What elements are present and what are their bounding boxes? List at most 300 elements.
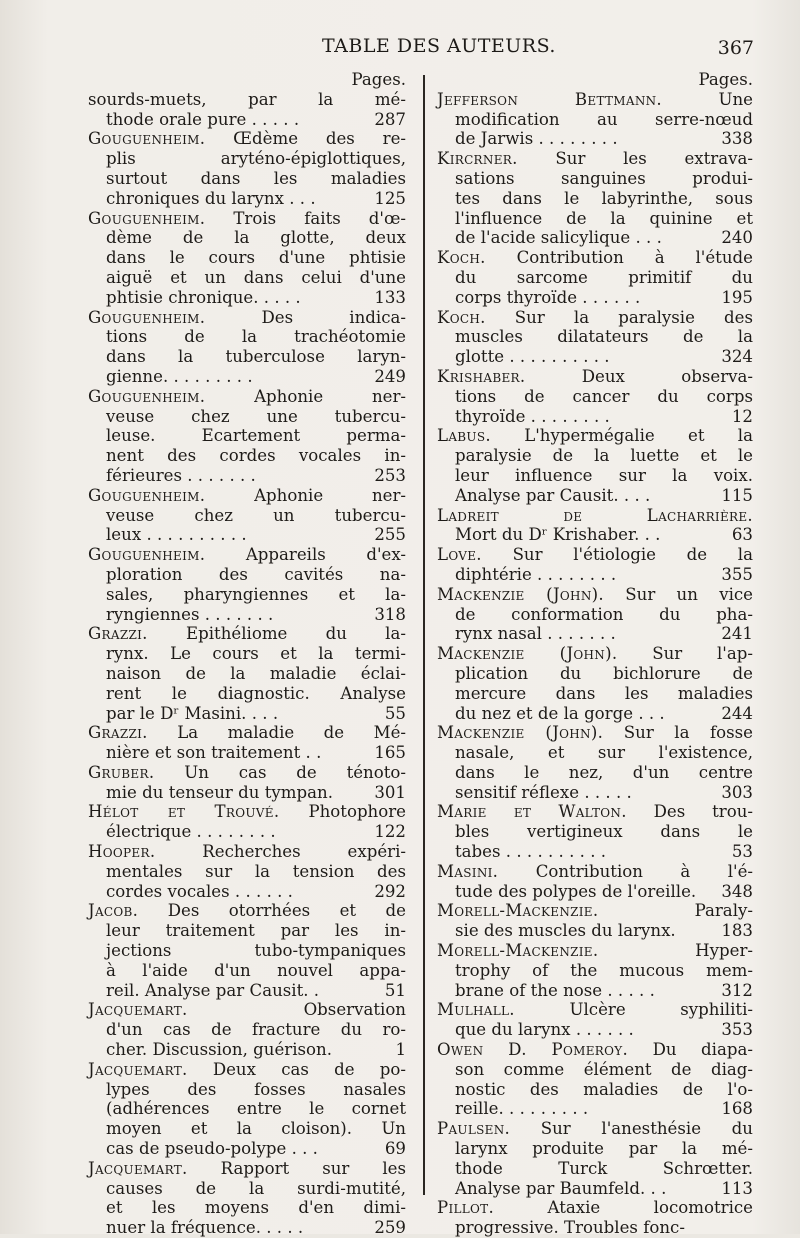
entry-text: par le Dʳ Masini. . . .: [106, 703, 279, 723]
entry-text: Mort du Dʳ Krishaber. . .: [455, 525, 661, 545]
index-entry: [88, 624, 406, 723]
entry-text: lypes des fosses nasales: [106, 1079, 406, 1099]
entry-text: nuer la fréquence. . . . .: [106, 1218, 304, 1238]
entry-text: aiguë et un dans celui d'une: [106, 267, 406, 287]
entry-line: [437, 1218, 753, 1238]
index-entry: [88, 802, 406, 842]
entry-text: cordes vocales . . . . . .: [106, 881, 293, 901]
entry-text: à l'aide d'un nouvel appa-: [106, 960, 406, 980]
entry-author: Mackenzie (John).: [437, 584, 604, 604]
entry-page-number: 195: [721, 287, 753, 307]
entry-text: sales, pharyngiennes et la-: [106, 584, 406, 604]
entry-line: [437, 585, 753, 605]
entry-text: Analyse par Baumfeld. . .: [455, 1178, 667, 1198]
column-divider: [423, 75, 425, 1195]
entry-text: (adhérences entre le cornet: [106, 1099, 406, 1119]
entry-line: [88, 704, 406, 724]
entry-page-number: 324: [721, 347, 753, 367]
entry-line: [88, 585, 406, 605]
entry-author: Masini.: [437, 861, 499, 881]
index-entry: [437, 862, 753, 902]
entry-line: [88, 209, 406, 229]
entry-text: bles vertigineux dans le: [455, 822, 753, 842]
entry-author: Jacquemart.: [88, 1158, 188, 1178]
entry-line: [437, 228, 753, 248]
entry-text: nière et son traitement . .: [106, 743, 322, 763]
entry-author: Owen D. Pomeroy.: [437, 1040, 629, 1060]
entry-text: Deux observa-: [581, 366, 753, 386]
entry-text: La maladie de Mé-: [177, 723, 406, 743]
entry-author: Koch.: [437, 307, 486, 327]
entry-text: Sur la fosse: [623, 723, 754, 743]
entry-line: [88, 901, 406, 921]
entry-page-number: 244: [721, 703, 753, 723]
index-entry: [88, 387, 406, 486]
entry-text: sie des muscles du larynx.: [455, 921, 676, 941]
entry-text: plication du bichlorure de: [455, 663, 753, 683]
entry-text: Du diapa-: [652, 1040, 753, 1060]
entry-line: [88, 981, 406, 1001]
entry-line: [88, 1020, 406, 1040]
index-entry: [437, 308, 753, 367]
entry-line: [437, 1198, 753, 1218]
entry-line: [437, 347, 753, 367]
index-entry: [88, 1000, 406, 1059]
entry-page-number: 353: [721, 1020, 753, 1040]
entry-author: Labus.: [437, 426, 491, 446]
entry-line: [437, 110, 753, 130]
entry-text: gienne. . . . . . . . .: [106, 366, 253, 386]
entry-text: Recherches expéri-: [202, 842, 406, 862]
entry-line: [437, 268, 753, 288]
index-entry: [437, 723, 753, 802]
entry-line: [88, 1099, 406, 1119]
entry-text: cher. Discussion, guérison.: [106, 1040, 332, 1060]
entry-page-number: 301: [374, 782, 406, 802]
entry-text: leur traitement par les in-: [106, 921, 406, 941]
entry-text: Aphonie ner-: [254, 386, 406, 406]
entry-author: Koch.: [437, 248, 486, 268]
entry-line: [437, 426, 753, 446]
entry-line: [88, 486, 406, 506]
entry-page-number: 168: [721, 1099, 753, 1119]
entry-page-number: 125: [374, 188, 406, 208]
entry-text: Une: [718, 89, 753, 109]
entry-text: l'influence de la quinine et: [455, 208, 753, 228]
entry-line: [437, 149, 753, 169]
entry-line: [88, 684, 406, 704]
index-entry: [88, 901, 406, 1000]
entry-author: Morell-Mackenzie.: [437, 941, 599, 961]
index-entry: [437, 90, 753, 149]
entry-page-number: 241: [721, 624, 753, 644]
entry-line: [88, 1040, 406, 1060]
entry-author: Jefferson Bettmann.: [437, 89, 663, 109]
entry-text: naison de la maladie éclai-: [106, 663, 406, 683]
entry-line: [437, 327, 753, 347]
entry-page-number: 318: [374, 604, 406, 624]
index-entry: [437, 426, 753, 505]
entry-line: [437, 664, 753, 684]
entry-author: Ladreit de Lacharrière.: [437, 505, 753, 525]
entry-text: trophy of the mucous mem-: [455, 960, 753, 980]
entry-author: Morell-Mackenzie.: [437, 901, 599, 921]
entry-page-number: 355: [721, 564, 753, 584]
entry-page-number: 292: [374, 881, 406, 901]
entry-line: [88, 228, 406, 248]
entry-line: [88, 1080, 406, 1100]
entry-text: Analyse par Causit. . . .: [455, 485, 651, 505]
entry-text: jections tubo-tympaniques: [106, 941, 406, 961]
entry-line: [88, 169, 406, 189]
entry-line: [437, 506, 753, 526]
index-entry: [88, 90, 406, 130]
entry-text: dans le nez, d'un centre: [455, 762, 753, 782]
entry-line: [437, 941, 753, 961]
entry-line: [88, 1218, 406, 1238]
entry-line: [437, 704, 753, 724]
entry-text: cas de pseudo-polype . . .: [106, 1139, 318, 1159]
entry-line: [88, 288, 406, 308]
entry-line: [88, 446, 406, 466]
entry-text: reil. Analyse par Causit. .: [106, 980, 320, 1000]
entry-line: [88, 387, 406, 407]
entry-text: son comme élément de diag-: [455, 1059, 753, 1079]
entry-text: Sur la paralysie des: [514, 307, 753, 327]
entry-line: [88, 565, 406, 585]
entry-line: [88, 763, 406, 783]
entry-text: Ataxie locomotrice: [547, 1198, 753, 1218]
entry-author: Marie et Walton.: [437, 802, 627, 822]
entry-text: Aphonie ner-: [254, 485, 406, 505]
entry-page-number: 303: [721, 782, 753, 802]
entry-line: [437, 545, 753, 565]
entry-line: [88, 129, 406, 149]
pages-label: Pages.: [698, 70, 753, 89]
index-entry: [437, 248, 753, 307]
entry-page-number: 133: [374, 287, 406, 307]
entry-author: Grazzi.: [88, 624, 148, 644]
entry-line: [88, 961, 406, 981]
right-column: [437, 70, 753, 1238]
index-entry: [88, 1159, 406, 1238]
entry-line: [437, 1080, 753, 1100]
entry-line: [88, 941, 406, 961]
entry-text: progressive. Troubles fonc-: [455, 1218, 685, 1238]
entry-line: [88, 624, 406, 644]
entry-author: Jacquemart.: [88, 1000, 188, 1020]
entry-text: Trois faits d'œ-: [233, 208, 406, 228]
entry-line: [437, 1179, 753, 1199]
entry-text: larynx produite par la mé-: [455, 1139, 753, 1159]
entry-author: Gouguenheim.: [88, 485, 206, 505]
entry-line: [437, 407, 753, 427]
entry-text: nent des cordes vocales in-: [106, 446, 406, 466]
entry-text: électrique . . . . . . . .: [106, 822, 276, 842]
entry-line: [437, 129, 753, 149]
entry-text: dème de la glotte, deux: [106, 228, 406, 248]
index-entry: [88, 723, 406, 763]
entry-text: Photophore: [308, 802, 406, 822]
entry-line: [437, 921, 753, 941]
entry-author: Gouguenheim.: [88, 129, 206, 149]
entry-text: rynx. Le cours et la termi-: [106, 644, 406, 664]
entry-text: ploration des cavités na-: [106, 564, 406, 584]
entry-line: [437, 90, 753, 110]
entry-line: [437, 367, 753, 387]
entry-line: [88, 1139, 406, 1159]
entry-line: [88, 248, 406, 268]
entry-text: mercure dans les maladies: [455, 683, 753, 703]
entry-author: Gouguenheim.: [88, 208, 206, 228]
entry-page-number: 348: [721, 881, 753, 901]
entry-text: Contribution à l'é-: [535, 861, 754, 881]
entry-text: leux . . . . . . . . . .: [106, 525, 247, 545]
entry-line: [437, 189, 753, 209]
entry-author: Gruber.: [88, 762, 155, 782]
entry-page-number: 253: [374, 465, 406, 485]
entry-text: Epithéliome du la-: [186, 624, 406, 644]
entry-line: [88, 347, 406, 367]
entry-text: tions de cancer du corps: [455, 386, 753, 406]
entry-author: Love.: [437, 545, 482, 565]
entry-text: tes dans le labyrinthe, sous: [455, 188, 753, 208]
entry-line: [437, 684, 753, 704]
entry-line: [437, 1119, 753, 1139]
entry-text: du sarcome primitif du: [455, 267, 753, 287]
entry-line: [88, 723, 406, 743]
entry-text: Des trou-: [653, 802, 753, 822]
entry-line: [88, 1119, 406, 1139]
entry-text: phtisie chronique. . . . .: [106, 287, 301, 307]
entry-line: [437, 802, 753, 822]
entry-page-number: 69: [384, 1139, 406, 1159]
entry-page-number: 312: [721, 980, 753, 1000]
entry-author: Mackenzie (John).: [437, 644, 618, 664]
entry-line: [437, 466, 753, 486]
index-entry: [437, 545, 753, 585]
entry-author: Kircrner.: [437, 149, 518, 169]
entry-author: Gouguenheim.: [88, 307, 206, 327]
entry-page-number: 1: [395, 1040, 406, 1060]
entry-line: [88, 545, 406, 565]
entry-author: Gouguenheim.: [88, 545, 206, 565]
entry-line: [437, 565, 753, 585]
entry-line: [437, 961, 753, 981]
entry-line: [88, 1000, 406, 1020]
entry-text: Paraly-: [694, 901, 753, 921]
entry-text: sations sanguines produi-: [455, 168, 753, 188]
entry-text: Sur un vice: [625, 584, 753, 604]
entry-line: [88, 802, 406, 822]
entry-line: [88, 664, 406, 684]
entry-line: [88, 506, 406, 526]
entry-author: Krishaber.: [437, 366, 526, 386]
entry-line: [437, 169, 753, 189]
entry-page-number: 12: [731, 406, 753, 426]
index-entry: [437, 585, 753, 644]
entry-text: L'hypermégalie et la: [524, 426, 753, 446]
entry-line: [88, 149, 406, 169]
entry-text: causes de la surdi-mutité,: [106, 1178, 406, 1198]
index-entry: [88, 545, 406, 624]
entry-text: Sur l'étiologie de la: [512, 545, 753, 565]
entry-line: [437, 822, 753, 842]
index-entry: [437, 1119, 753, 1198]
entry-line: [88, 644, 406, 664]
entry-page-number: 115: [721, 485, 753, 505]
entry-line: [88, 189, 406, 209]
entry-text: rent le diagnostic. Analyse: [106, 683, 406, 703]
entry-text: rynx nasal . . . . . . .: [455, 624, 616, 644]
left-column: [88, 70, 406, 1238]
entry-author: Pillot.: [437, 1198, 495, 1218]
entry-text: veuse chez un tubercu-: [106, 505, 406, 525]
entry-text: d'un cas de fracture du ro-: [106, 1020, 406, 1040]
entry-page-number: 255: [374, 525, 406, 545]
index-entry: [88, 486, 406, 545]
entry-line: [437, 1139, 753, 1159]
entry-text: Appareils d'ex-: [245, 545, 406, 565]
entry-line: [437, 981, 753, 1001]
entry-line: [88, 1060, 406, 1080]
entry-page-number: 51: [384, 980, 406, 1000]
entry-text: thode orale pure . . . . .: [106, 109, 300, 129]
entry-page-number: 165: [374, 743, 406, 763]
entry-author: Hooper.: [88, 842, 156, 862]
entry-page-number: 249: [374, 366, 406, 386]
entry-line: [437, 624, 753, 644]
entry-line: [88, 743, 406, 763]
entry-text: nostic des maladies de l'o-: [455, 1079, 753, 1099]
entry-line: [437, 783, 753, 803]
entry-page-number: 183: [721, 921, 753, 941]
entry-line: [88, 783, 406, 803]
entry-text: du nez et de la gorge . . .: [455, 703, 665, 723]
entry-line: [88, 862, 406, 882]
entry-line: [437, 605, 753, 625]
pages-label: Pages.: [351, 70, 406, 89]
entry-text: dans le cours d'une phtisie: [106, 248, 406, 268]
entry-line: [437, 525, 753, 545]
entry-page-number: 63: [731, 525, 753, 545]
index-entry: [88, 209, 406, 308]
entry-line: [88, 1179, 406, 1199]
entry-line: [88, 921, 406, 941]
index-entry: [437, 1198, 753, 1238]
entry-text: glotte . . . . . . . . . .: [455, 347, 610, 367]
entry-line: [437, 387, 753, 407]
index-entry: [437, 367, 753, 426]
entry-text: Œdème des re-: [233, 129, 406, 149]
index-entry: [437, 901, 753, 941]
index-entry: [437, 149, 753, 248]
entry-text: mie du tenseur du tympan.: [106, 782, 333, 802]
entry-text: de l'acide salicylique . . .: [455, 228, 662, 248]
entry-text: Observation: [303, 1000, 406, 1020]
index-entry: [88, 842, 406, 901]
entry-line: [88, 842, 406, 862]
running-title: TABLE DES AUTEURS.: [322, 35, 556, 57]
entry-page-number: 259: [374, 1218, 406, 1238]
entry-line: [437, 1040, 753, 1060]
entry-line: [88, 466, 406, 486]
entry-text: thyroïde . . . . . . . .: [455, 406, 610, 426]
entry-line: [437, 308, 753, 328]
entry-text: Sur l'anesthésie du: [540, 1119, 753, 1139]
entry-line: [88, 1198, 406, 1218]
entry-line: [437, 862, 753, 882]
entry-text: leur influence sur la voix.: [455, 465, 753, 485]
entry-text: dans la tuberculose laryn-: [106, 347, 406, 367]
entry-text: sourds-muets, par la mé-: [88, 89, 406, 109]
entry-text: sensitif réflexe . . . . .: [455, 782, 632, 802]
entry-line: [88, 308, 406, 328]
page-number: 367: [717, 37, 754, 59]
entry-text: veuse chez une tubercu-: [106, 406, 406, 426]
entry-author: Hélot et Trouvé.: [88, 802, 280, 822]
entry-line: [88, 605, 406, 625]
entry-line: [437, 842, 753, 862]
entry-author: Gouguenheim.: [88, 386, 206, 406]
entry-line: [437, 743, 753, 763]
index-entry: [88, 129, 406, 208]
entry-line: [437, 1159, 753, 1179]
entry-text: tions de la trachéotomie: [106, 327, 406, 347]
entry-text: Un cas de ténoto-: [184, 762, 406, 782]
entry-line: [88, 822, 406, 842]
entry-text: Hyper-: [695, 941, 753, 961]
entry-line: [437, 901, 753, 921]
entry-text: ryngiennes . . . . . . .: [106, 604, 274, 624]
entry-text: de Jarwis . . . . . . . .: [455, 129, 618, 149]
entry-line: [88, 1159, 406, 1179]
entry-line: [437, 723, 753, 743]
index-entry: [437, 1000, 753, 1040]
entry-text: muscles dilatateurs de la: [455, 327, 753, 347]
entry-page-number: 240: [721, 228, 753, 248]
entry-line: [437, 446, 753, 466]
entry-line: [437, 486, 753, 506]
entry-text: chroniques du larynx . . .: [106, 188, 316, 208]
entry-line: [437, 209, 753, 229]
entry-line: [88, 268, 406, 288]
entry-line: [88, 367, 406, 387]
entry-text: brane of the nose . . . . .: [455, 980, 655, 1000]
entry-page-number: 53: [731, 842, 753, 862]
entry-text: de conformation du pha-: [455, 604, 753, 624]
entry-text: thode Turck Schrœtter.: [455, 1158, 753, 1178]
index-entry: [437, 506, 753, 546]
entry-text: Contribution à l'étude: [516, 248, 753, 268]
entry-page-number: 55: [384, 703, 406, 723]
entry-line: [88, 426, 406, 446]
entry-line: [437, 644, 753, 664]
entry-author: Mackenzie (John).: [437, 723, 604, 743]
entry-text: férieures . . . . . . .: [106, 465, 256, 485]
entry-text: corps thyroïde . . . . . .: [455, 287, 641, 307]
entry-author: Jacquemart.: [88, 1059, 188, 1079]
entry-line: [437, 1000, 753, 1020]
entry-page-number: 122: [374, 822, 406, 842]
entry-line: [437, 1099, 753, 1119]
entry-author: Jacob.: [88, 901, 139, 921]
entry-line: [437, 882, 753, 902]
entry-text: Sur les extrava-: [555, 149, 753, 169]
entry-text: leuse. Ecartement perma-: [106, 426, 406, 446]
entry-author: Paulsen.: [437, 1119, 511, 1139]
entry-line: [437, 1060, 753, 1080]
